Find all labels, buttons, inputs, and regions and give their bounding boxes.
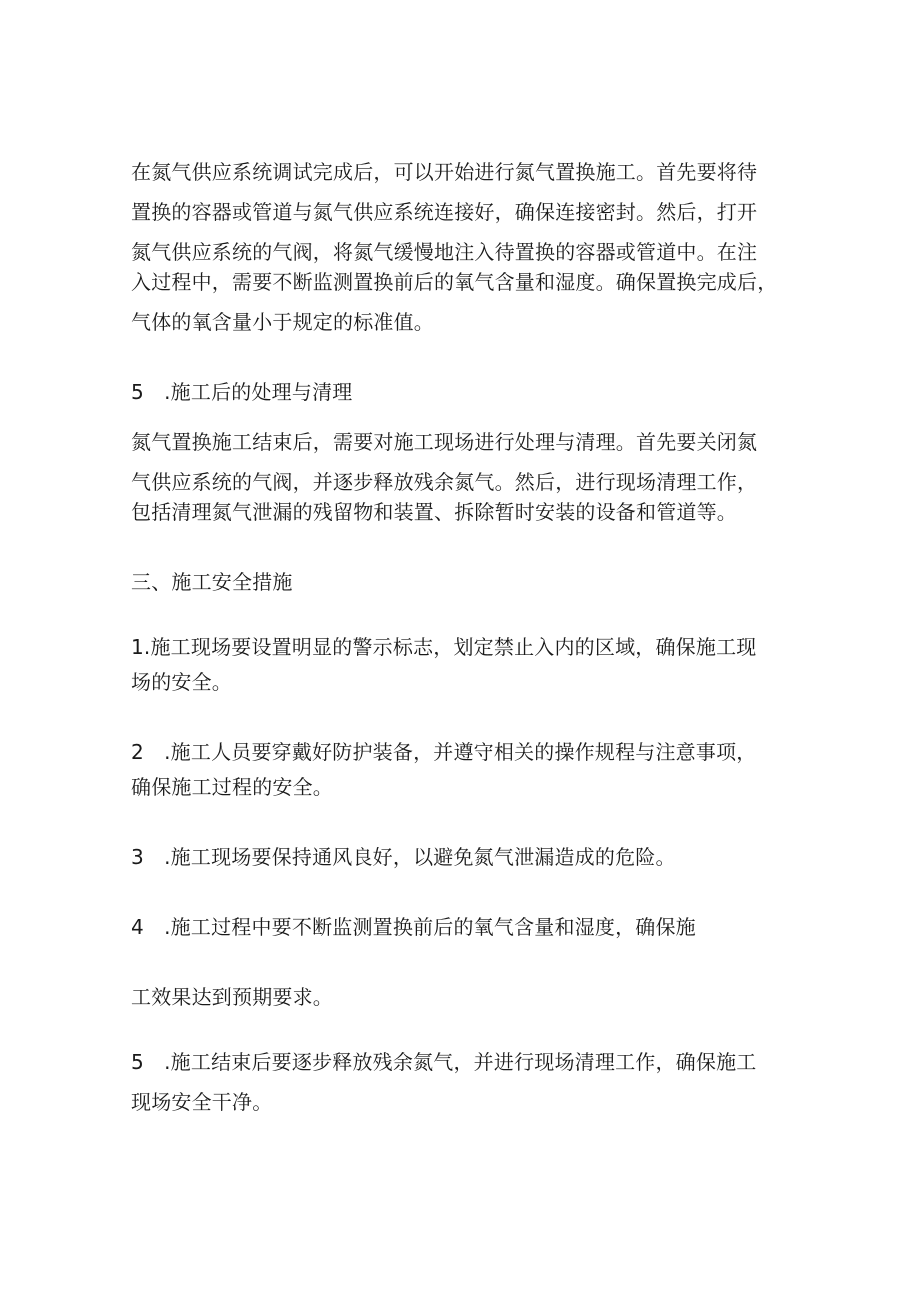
safety-item-2-line-2: 确保施工过程的安全。 (131, 775, 333, 799)
safety-item-2-line-1: 2 .施工人员要穿戴好防护装备，并遵守相关的操作规程与注意事项， (131, 740, 757, 764)
paragraph-1-line-2: 置换的容器或管道与氮气供应系统连接好，确保连接密封。然后，打开 (131, 200, 758, 224)
paragraph-1-line-4: 入过程中，需要不断监测置换前后的氧气含量和湿度。确保置换完成后， (131, 270, 778, 294)
safety-item-4: 4 .施工过程中要不断监测置换前后的氧气含量和湿度，确保施 (131, 915, 696, 939)
safety-item-1-line-2: 场的安全。 (131, 670, 232, 694)
section-3-title: 三、施工安全措施 (131, 570, 293, 594)
safety-item-1-line-1: 1.施工现场要设置明显的警示标志，划定禁止入内的区域，确保施工现 (131, 635, 757, 659)
paragraph-1-line-3: 氮气供应系统的气阀，将氮气缓慢地注入待置换的容器或管道中。在注 (131, 240, 758, 264)
section-heading-5: 5 .施工后的处理与清理 (131, 380, 353, 404)
paragraph-1-line-1: 在氮气供应系统调试完成后，可以开始进行氮气置换施工。首先要将待 (131, 160, 758, 184)
safety-item-5-line-2: 现场安全干净。 (131, 1090, 273, 1114)
paragraph-2-line-2: 气供应系统的气阀，并逐步释放残余氮气。然后，进行现场清理工作， (131, 470, 758, 494)
safety-item-3: 3 .施工现场要保持通风良好，以避免氮气泄漏造成的危险。 (131, 845, 676, 869)
paragraph-1-line-5: 气体的氧含量小于规定的标准值。 (131, 310, 434, 334)
paragraph-2-line-1: 氮气置换施工结束后，需要对施工现场进行处理与清理。首先要关闭氮 (131, 430, 758, 454)
safety-item-5-line-1: 5 .施工结束后要逐步释放残余氮气，并进行现场清理工作，确保施工 (131, 1050, 757, 1074)
paragraph-2-line-3: 包括清理氮气泄漏的残留物和装置、拆除暂时安装的设备和管道等。 (131, 500, 737, 524)
safety-item-4-continued: 工效果达到预期要求。 (131, 985, 333, 1009)
